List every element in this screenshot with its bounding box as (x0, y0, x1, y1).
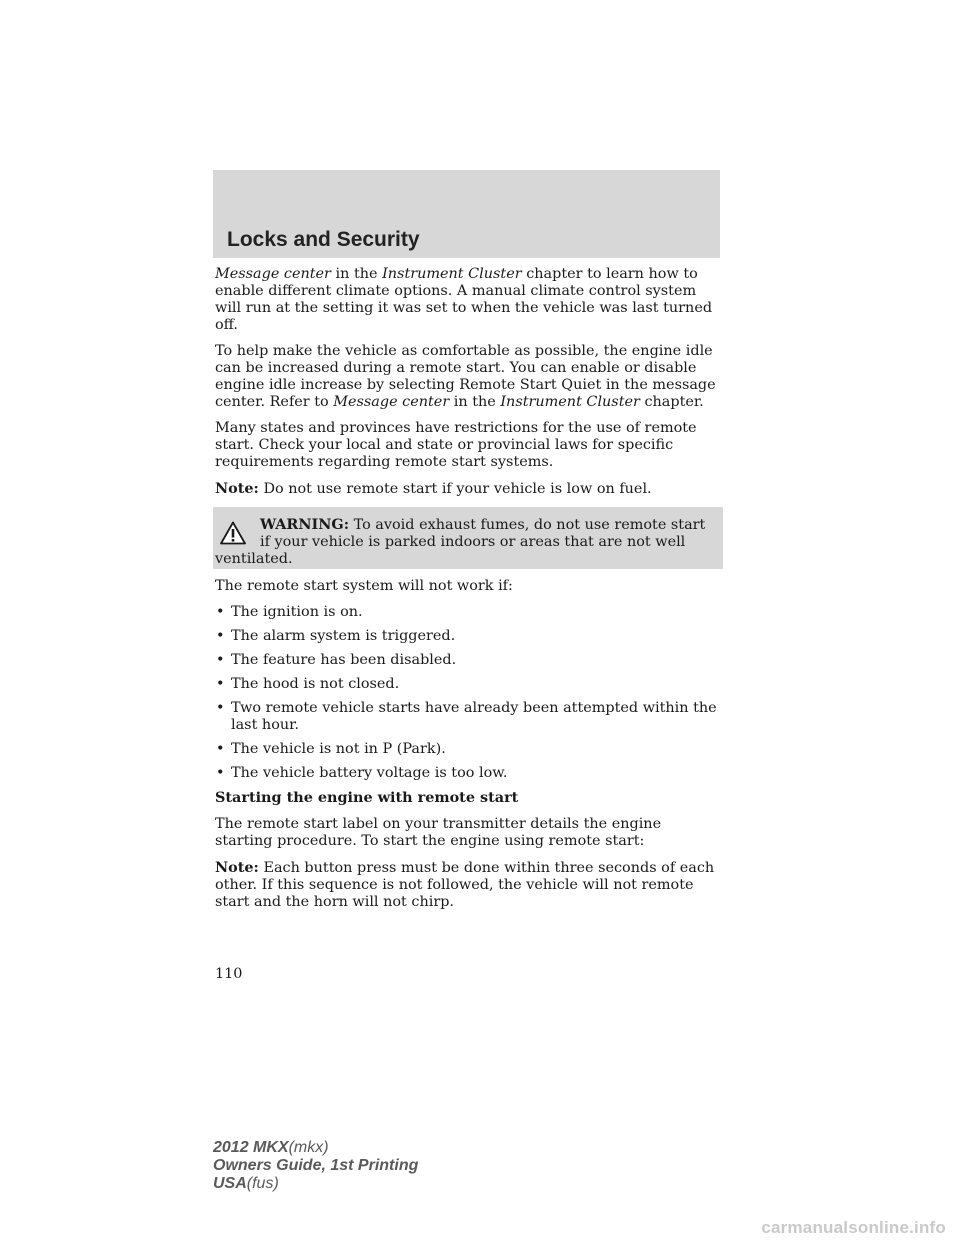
warning-body: To avoid exhaust fumes, do not use remote start if your vehicle is parked indoors or areas that are not well (260, 517, 706, 550)
paragraph-engine-idle (215, 343, 721, 411)
page-number: 110 (215, 966, 243, 982)
list-item-text: The vehicle battery voltage is too low. (231, 765, 508, 781)
list-item-text: The ignition is on. (231, 604, 363, 620)
ref-instrument-cluster: Instrument Cluster (382, 266, 522, 282)
section-title: Locks and Security (227, 228, 420, 251)
list-item-text: The vehicle is not in P (Park). (231, 741, 446, 757)
bullet: • (216, 604, 225, 620)
list-item-text: Two remote vehicle starts have already been attempted within the last hour. (231, 700, 717, 733)
list-item (215, 741, 721, 758)
ref-message-center: Message center (215, 266, 331, 282)
footer-region-code: (fus) (246, 1175, 279, 1192)
bullet: • (216, 700, 225, 716)
note-button-press (215, 859, 721, 911)
note-label: Note: (215, 859, 259, 876)
ref-instrument-cluster: Instrument Cluster (500, 394, 640, 410)
footer-region: USA (213, 1175, 247, 1192)
ref-message-center: Message center (333, 394, 450, 410)
footer-print-info (213, 1139, 418, 1193)
bullet: • (216, 741, 225, 757)
section-header-band (213, 170, 720, 258)
list-item-text: The hood is not closed. (231, 676, 400, 692)
paragraph-not-work-if: The remote start system will not work if: (215, 578, 513, 594)
warning-text-continued: ventilated. (215, 551, 293, 567)
text: chapter to learn how to enable different climate options. A manual climate control system will run at the setting it was set to when the vehicle was last turned off. (215, 266, 713, 333)
text: in the (330, 266, 383, 282)
list-item-text: The alarm system is triggered. (231, 628, 456, 644)
list-item (215, 604, 721, 621)
list-item-text: The feature has been disabled. (231, 652, 457, 668)
warning-label: WARNING: (260, 516, 350, 533)
list-item (215, 765, 721, 782)
subheading (215, 789, 721, 807)
footer-model: 2012 MKX (213, 1139, 289, 1156)
list-item (215, 652, 721, 669)
note-fuel (215, 480, 721, 498)
bullet: • (216, 628, 225, 644)
footer-line-printing: Owners Guide, 1st Printing (213, 1157, 419, 1174)
list-item (215, 700, 721, 734)
paragraph-procedure: The remote start label on your transmitter details the engine starting procedure. To start the engine using remote start: (215, 816, 662, 849)
page-content (215, 266, 721, 920)
footer-line-region (213, 1175, 418, 1193)
bullet: • (216, 676, 225, 692)
footer-model-code: (mkx) (288, 1139, 329, 1156)
conditions-list (215, 604, 721, 782)
bullet: • (216, 652, 225, 668)
text: in the (449, 394, 501, 410)
note-text: Each button press must be done within three seconds of each other. If this sequence is not followed, the vehicle will not remote start and the horn will not chirp. (215, 860, 715, 910)
bullet: • (216, 765, 225, 781)
paragraph-restrictions: Many states and provinces have restrictions for the use of remote start. Check your local and state or provincial laws for specific requirements regarding remote start systems. (215, 420, 697, 470)
footer-line-model (213, 1139, 418, 1157)
list-item (215, 628, 721, 645)
note-text: Do not use remote start if your vehicle is low on fuel. (258, 481, 652, 497)
paragraph-climate (215, 266, 721, 334)
watermark: carmanualsonline.info (761, 1218, 946, 1237)
warning-box (213, 507, 723, 569)
subheading-text: Starting the engine with remote start (215, 789, 519, 806)
text: To help make the vehicle as comfortable as possible, the engine idle can be increased during a remote start. You can enable or disable engine idle increase by selecting Remote Start Quiet in the message center. Refer to (215, 343, 716, 410)
text: chapter. (639, 394, 704, 410)
warning-triangle-icon (220, 521, 246, 545)
list-item (215, 676, 721, 693)
note-label: Note: (215, 480, 259, 497)
warning-text (215, 516, 715, 551)
